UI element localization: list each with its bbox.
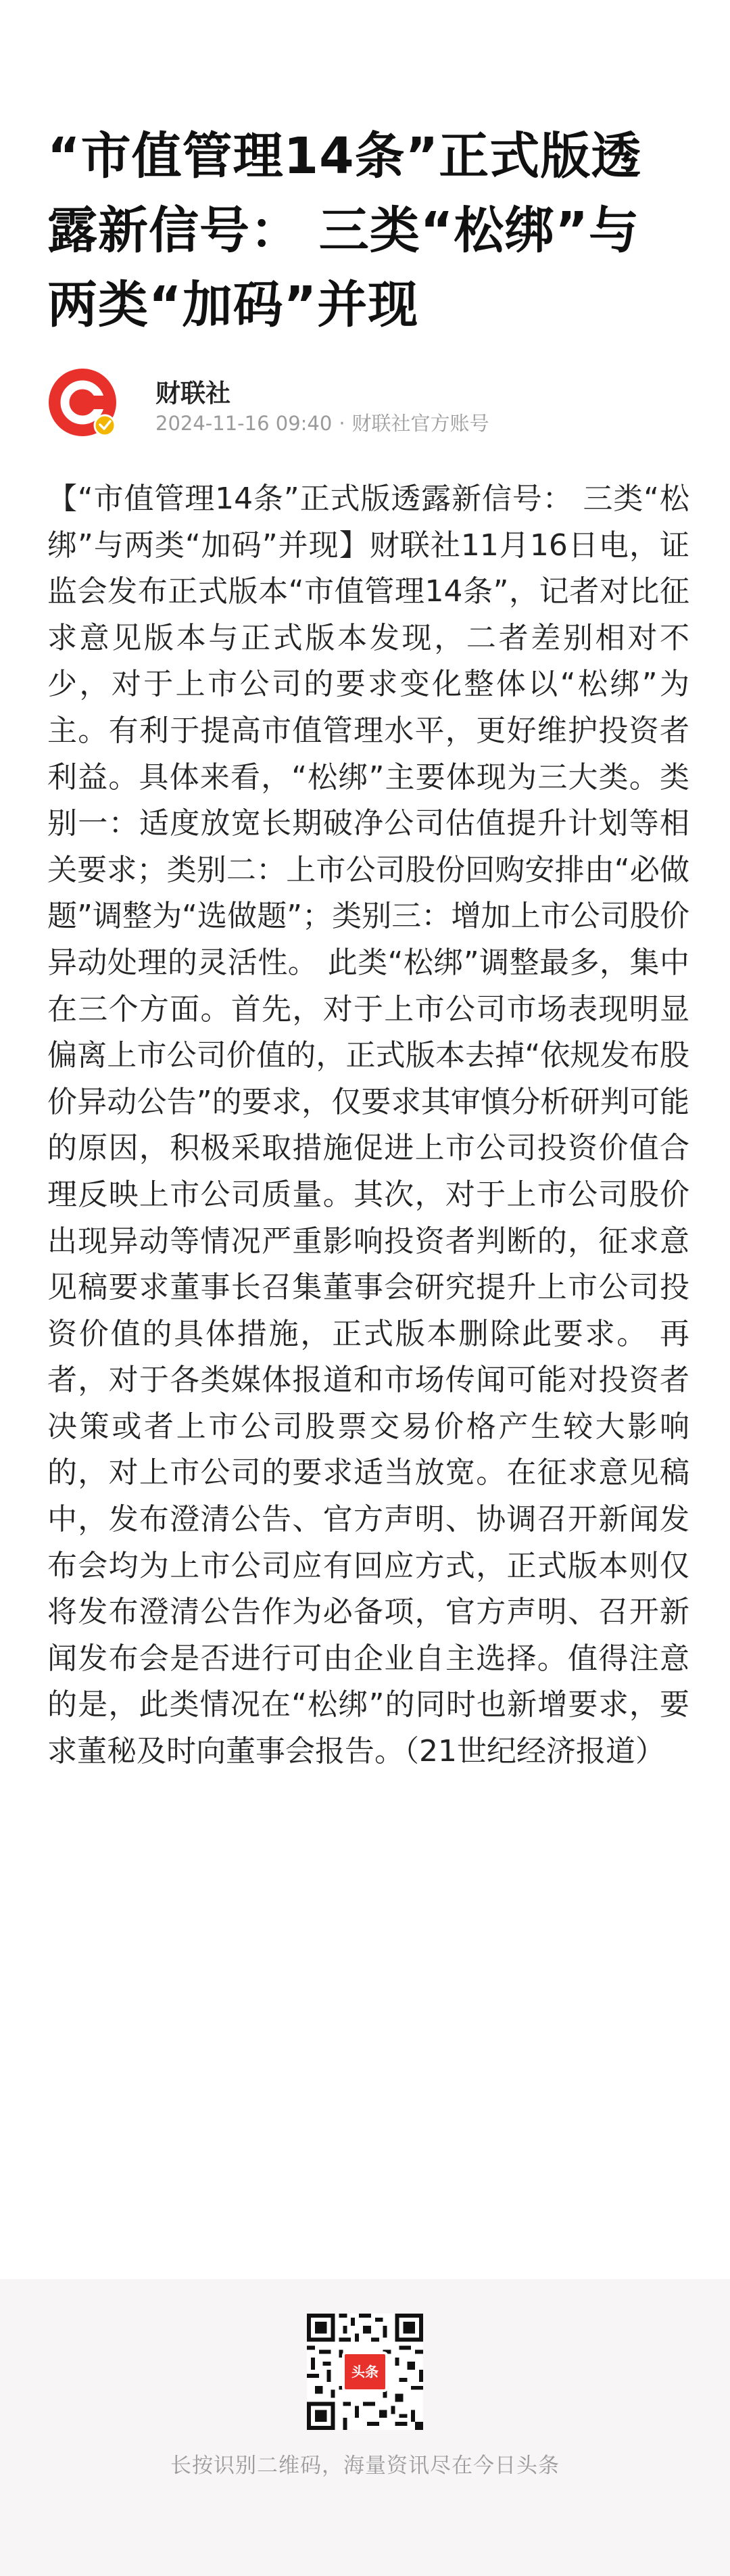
article-body: 【“市值管理14条”正式版透露新信号： 三类“松绑”与两类“加码”并现】财联社11月16日电，证监会发布正式版本“市值管理14条”，记者对比征求意见版本与正式版本发现，二者差别相对不少，对于上市公司的要求变化整体以“松绑”为主。有利于提高市值管理水平，更好维护投资者利益。具体来看，“松绑”主要体现为三大类。类别一：适度放宽长期破净公司估值提升计划等相关要求；类别二：上市公司股份回购安排由“必做题”调整为“选做题”；类别三：增加上市公司股价异动处理的灵活性。 此类“松绑”调整最多，集中在三个方面。首先，对于上市公司市场表现明显偏离上市公司价值的，正式版本去掉“依规发布股价异动公告”的要求，仅要求其审慎分析研判可能的原因，积极采取措施促进上市公司投资价值合理反映上市公司质量。其次，对于上市公司股价出现异动等情况严重影响投资者判断的，征求意见稿要求董事长召集董事会研究提升上市公司投资价值的具体措施，正式版本删除此要求。 再者，对于各类媒体报道和市场传闻可能对投资者决策或者上市公司股票交易价格产生较大影响的，对上市公司的要求适当放宽。在征求意见稿中，发布澄清公告、官方声明、协调召开新闻发布会均为上市公司应有回应方式，正式版本则仅将发布澄清公告作为必备项，官方声明、召开新闻发布会是否进行可由企业自主选择。值得注意的是，此类情况在“松绑”的同时也新增要求，要求董秘及时向董事会报告。（21世纪经济报道） <box>47 482 689 1769</box>
article-title: “市值管理14条”正式版透露新信号： 三类“松绑”与两类“加码”并现 <box>47 127 642 334</box>
toutiao-badge: 头条 <box>342 2351 388 2392</box>
meta-separator: · <box>339 412 345 435</box>
author-meta <box>155 408 489 436</box>
footer-caption: 长按识别二维码，海量资讯尽在今日头条 <box>170 2454 560 2478</box>
author-name[interactable]: 财联社 <box>155 379 230 408</box>
account-type: 财联社官方账号 <box>351 412 489 435</box>
caixinlianhe-logo-icon[interactable] <box>47 367 118 438</box>
publish-date: 2024-11-16 09:40 <box>155 412 333 435</box>
verified-badge-icon <box>95 415 115 436</box>
author-row[interactable] <box>47 367 683 442</box>
